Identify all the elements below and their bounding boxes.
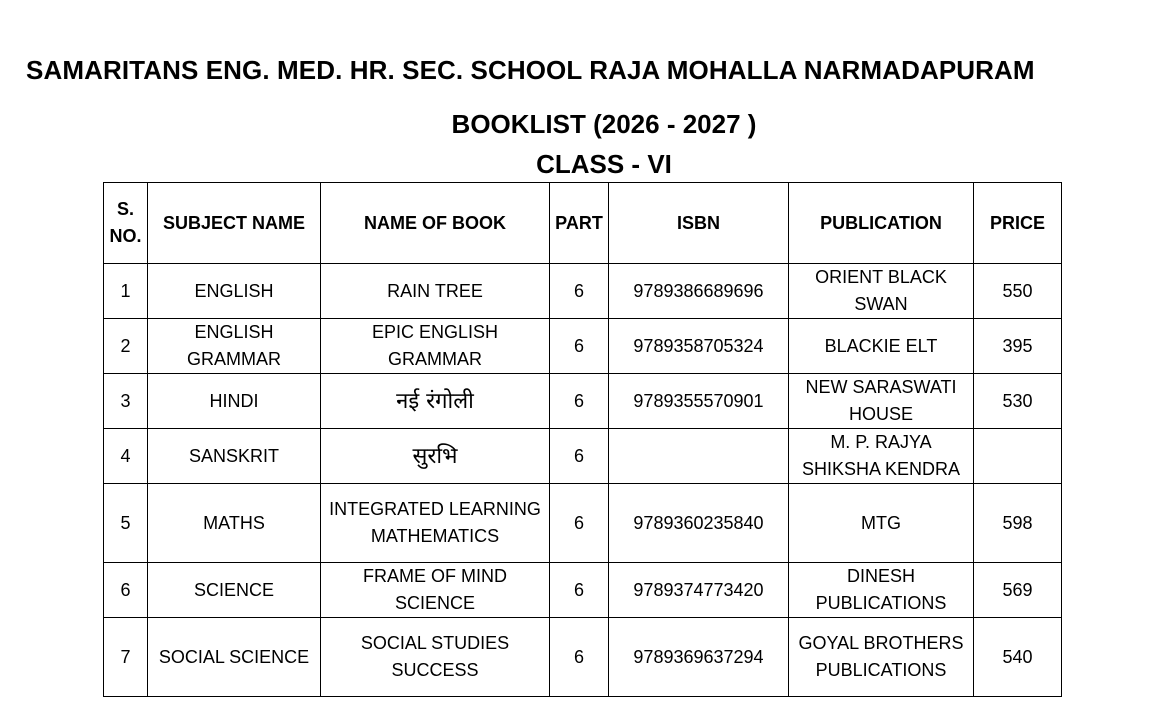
school-name-title: SAMARITANS ENG. MED. HR. SEC. SCHOOL RAJA MOHALLA NARMADAPURAM	[26, 55, 1035, 85]
cell-price: 598	[974, 484, 1062, 563]
cell-publication: BLACKIE ELT	[789, 319, 974, 374]
cell-publication: DINESH PUBLICATIONS	[789, 563, 974, 618]
cell-part: 6	[550, 264, 609, 319]
header-row	[104, 183, 1062, 264]
cell-book: INTEGRATED LEARNING MATHEMATICS	[321, 484, 550, 563]
cell-part: 6	[550, 319, 609, 374]
cell-book: RAIN TREE	[321, 264, 550, 319]
cell-sno: 2	[104, 319, 148, 374]
cell-part: 6	[550, 618, 609, 697]
cell-part: 6	[550, 374, 609, 429]
class-title: CLASS - VI	[536, 149, 672, 179]
cell-sno: 5	[104, 484, 148, 563]
cell-book: FRAME OF MIND SCIENCE	[321, 563, 550, 618]
cell-price: 569	[974, 563, 1062, 618]
booklist-title: BOOKLIST (2026 - 2027 )	[451, 109, 757, 139]
table-header	[104, 183, 1062, 264]
table-row	[104, 319, 1062, 374]
cell-isbn: 9789369637294	[609, 618, 789, 697]
cell-isbn: 9789386689696	[609, 264, 789, 319]
cell-sno: 1	[104, 264, 148, 319]
column-header-part: PART	[550, 183, 609, 264]
booklist-table	[103, 182, 1062, 697]
table-row	[104, 563, 1062, 618]
cell-price: 550	[974, 264, 1062, 319]
cell-book: EPIC ENGLISH GRAMMAR	[321, 319, 550, 374]
cell-sno: 6	[104, 563, 148, 618]
cell-subject: ENGLISH GRAMMAR	[148, 319, 321, 374]
cell-publication: ORIENT BLACK SWAN	[789, 264, 974, 319]
cell-isbn	[609, 429, 789, 484]
column-header-subject: SUBJECT NAME	[148, 183, 321, 264]
cell-part: 6	[550, 484, 609, 563]
cell-publication: NEW SARASWATI HOUSE	[789, 374, 974, 429]
cell-price: 540	[974, 618, 1062, 697]
table-row	[104, 374, 1062, 429]
cell-price: 530	[974, 374, 1062, 429]
table-row	[104, 618, 1062, 697]
column-header-publication: PUBLICATION	[789, 183, 974, 264]
cell-sno: 3	[104, 374, 148, 429]
column-header-price: PRICE	[974, 183, 1062, 264]
cell-subject: MATHS	[148, 484, 321, 563]
cell-subject: ENGLISH	[148, 264, 321, 319]
cell-price	[974, 429, 1062, 484]
table-row	[104, 429, 1062, 484]
cell-subject: SCIENCE	[148, 563, 321, 618]
column-header-sno: S. NO.	[104, 183, 148, 264]
cell-subject: HINDI	[148, 374, 321, 429]
cell-subject: SANSKRIT	[148, 429, 321, 484]
cell-subject: SOCIAL SCIENCE	[148, 618, 321, 697]
cell-isbn: 9789355570901	[609, 374, 789, 429]
table-body	[104, 264, 1062, 697]
cell-isbn: 9789374773420	[609, 563, 789, 618]
cell-part: 6	[550, 563, 609, 618]
cell-sno: 4	[104, 429, 148, 484]
table-row	[104, 484, 1062, 563]
table-row	[104, 264, 1062, 319]
column-header-book: NAME OF BOOK	[321, 183, 550, 264]
cell-price: 395	[974, 319, 1062, 374]
cell-book: सुरभि	[321, 429, 550, 484]
cell-isbn: 9789360235840	[609, 484, 789, 563]
cell-book: SOCIAL STUDIES SUCCESS	[321, 618, 550, 697]
cell-book: नई रंगोली	[321, 374, 550, 429]
cell-publication: MTG	[789, 484, 974, 563]
column-header-isbn: ISBN	[609, 183, 789, 264]
cell-isbn: 9789358705324	[609, 319, 789, 374]
cell-part: 6	[550, 429, 609, 484]
cell-publication: GOYAL BROTHERS PUBLICATIONS	[789, 618, 974, 697]
cell-sno: 7	[104, 618, 148, 697]
cell-publication: M. P. RAJYA SHIKSHA KENDRA	[789, 429, 974, 484]
